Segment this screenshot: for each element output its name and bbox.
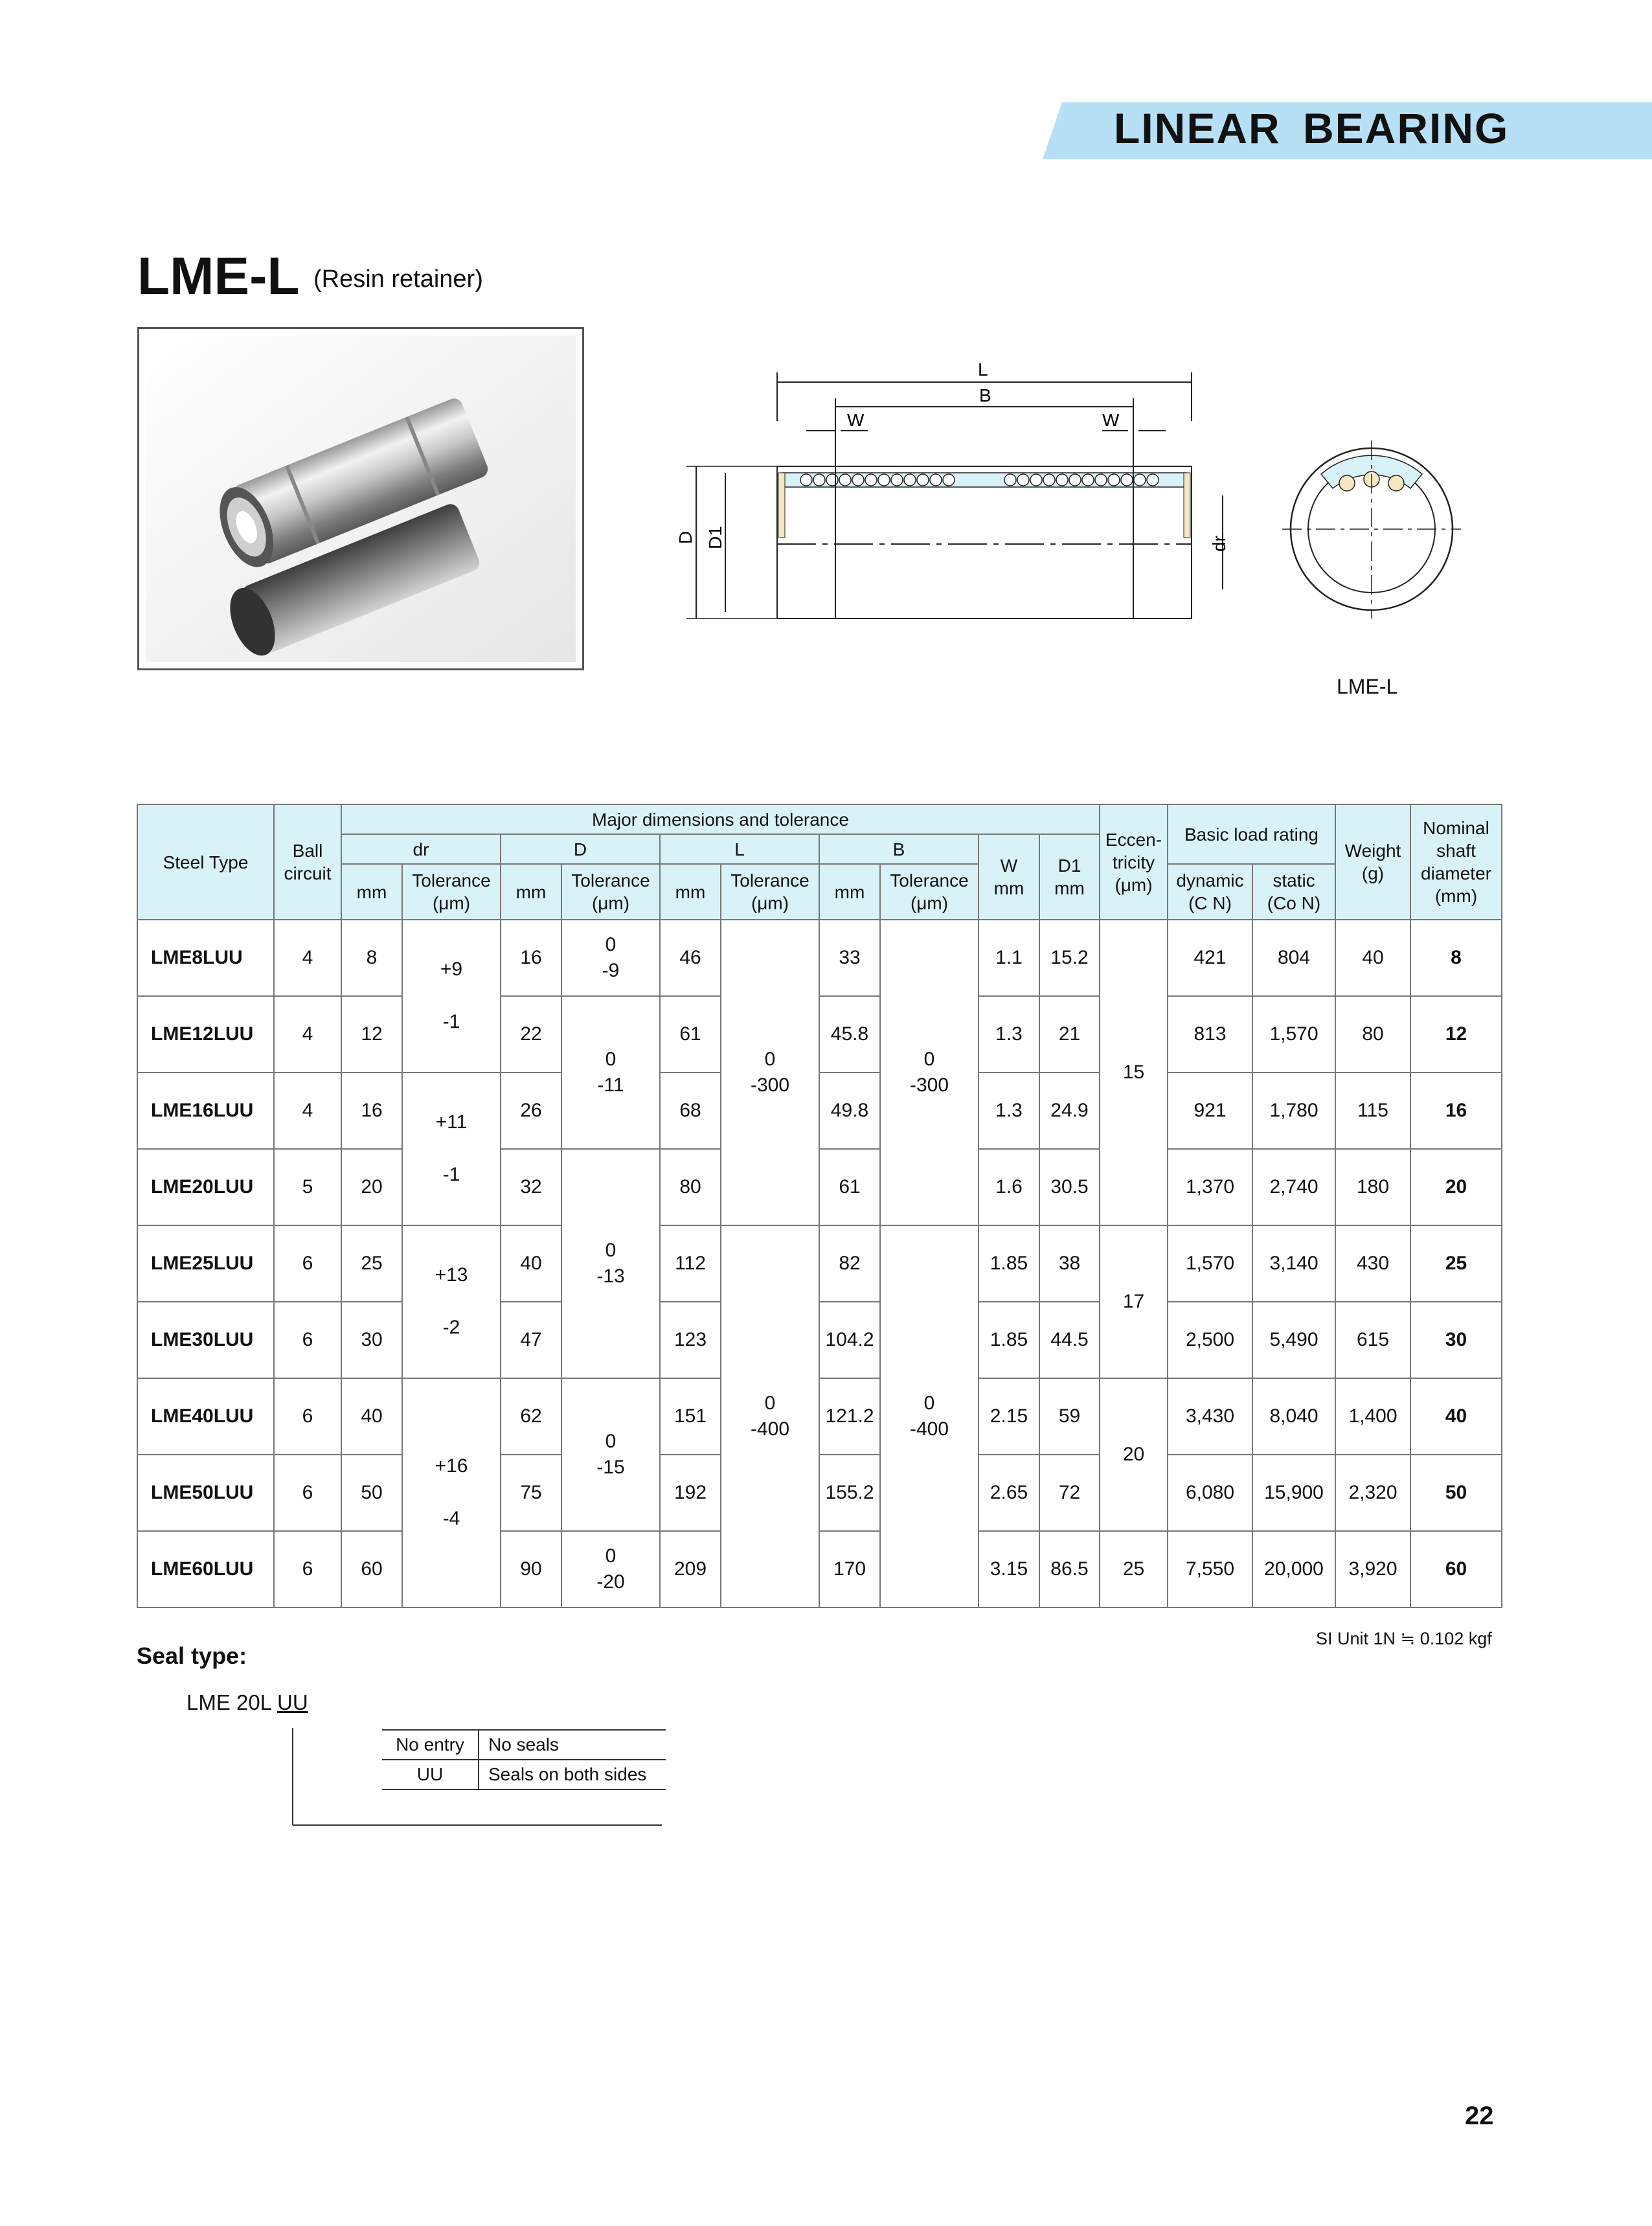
cell-L: 192 <box>660 1455 721 1531</box>
section-title: LINEAR BEARING <box>1114 104 1510 152</box>
cell-D-tol: 0 -13 <box>561 1149 660 1378</box>
table-row <box>137 920 1502 996</box>
cell-weight: 3,920 <box>1335 1531 1410 1607</box>
cell-W: 2.65 <box>979 1455 1039 1531</box>
cell-shaft: 16 <box>1410 1073 1502 1149</box>
cell-stat: 8,040 <box>1252 1378 1335 1455</box>
header-D: D <box>501 834 660 864</box>
table-row <box>137 1302 1502 1378</box>
table-row <box>137 1455 1502 1531</box>
seal-option-desc: No seals <box>479 1730 666 1760</box>
cell-type: LME60LUU <box>137 1531 274 1607</box>
cell-weight: 180 <box>1335 1149 1410 1225</box>
cell-W: 3.15 <box>979 1531 1039 1607</box>
table-row <box>137 1149 1502 1225</box>
cell-dyn: 813 <box>1168 996 1252 1073</box>
cell-type: LME8LUU <box>137 920 274 996</box>
cell-L: 80 <box>660 1149 721 1225</box>
cell-D1: 44.5 <box>1039 1302 1100 1378</box>
cell-D: 90 <box>501 1531 561 1607</box>
cell-type: LME30LUU <box>137 1302 274 1378</box>
cell-D1: 38 <box>1039 1225 1100 1302</box>
cell-ball: 4 <box>274 920 341 996</box>
header-B-tol: Tolerance (μm) <box>880 864 979 920</box>
cell-weight: 1,400 <box>1335 1378 1410 1455</box>
cell-B: 121.2 <box>819 1378 880 1455</box>
cell-B: 170 <box>819 1531 880 1607</box>
header-D1: D1 mm <box>1039 834 1100 920</box>
cell-stat: 1,780 <box>1252 1073 1335 1149</box>
header-D-mm: mm <box>501 864 561 920</box>
cell-ecc: 15 <box>1100 920 1168 1225</box>
cell-shaft: 20 <box>1410 1149 1502 1225</box>
cell-B: 45.8 <box>819 996 880 1073</box>
cell-dyn: 7,550 <box>1168 1531 1252 1607</box>
cell-B: 33 <box>819 920 880 996</box>
cell-ball: 4 <box>274 996 341 1073</box>
cell-D: 62 <box>501 1378 561 1455</box>
cell-dyn: 1,370 <box>1168 1149 1252 1225</box>
cell-dr: 20 <box>341 1149 402 1225</box>
cell-stat: 5,490 <box>1252 1302 1335 1378</box>
seal-options-table <box>382 1729 666 1790</box>
seal-model-code: LME 20L UU <box>187 1690 308 1714</box>
cell-shaft: 50 <box>1410 1455 1502 1531</box>
header-dynamic: dynamic (C N) <box>1168 864 1252 920</box>
header-static: static (Co N) <box>1252 864 1335 920</box>
header-dr-tol: Tolerance (μm) <box>402 864 501 920</box>
dim-dr-label: dr <box>1209 536 1229 552</box>
cell-stat: 3,140 <box>1252 1225 1335 1302</box>
cell-D1: 86.5 <box>1039 1531 1100 1607</box>
dim-L-label: L <box>978 359 988 380</box>
table-row <box>137 996 1502 1073</box>
cell-type: LME12LUU <box>137 996 274 1073</box>
header-ball-circuit: Ball circuit <box>274 804 341 920</box>
cell-dr: 16 <box>341 1073 402 1149</box>
cell-B: 104.2 <box>819 1302 880 1378</box>
cell-shaft: 8 <box>1410 920 1502 996</box>
cell-shaft: 40 <box>1410 1378 1502 1455</box>
header-D-tol: Tolerance (μm) <box>561 864 660 920</box>
cell-dr: 60 <box>341 1531 402 1607</box>
cell-D: 32 <box>501 1149 561 1225</box>
cell-ball: 5 <box>274 1149 341 1225</box>
cell-B-tol: 0 -300 <box>880 920 979 1225</box>
cell-D1: 30.5 <box>1039 1149 1100 1225</box>
header-B-mm: mm <box>819 864 880 920</box>
si-unit-note: SI Unit 1N ≒ 0.102 kgf <box>1316 1629 1492 1648</box>
seal-option-code: No entry <box>382 1730 479 1760</box>
page-number: 22 <box>1465 2102 1494 2130</box>
cell-dyn: 2,500 <box>1168 1302 1252 1378</box>
cell-D: 22 <box>501 996 561 1073</box>
cell-dr-tol: +9 -1 <box>402 920 501 1073</box>
cell-dr-tol: +13 -2 <box>402 1225 501 1378</box>
header-steel-type: Steel Type <box>137 804 274 920</box>
cell-D1: 15.2 <box>1039 920 1100 996</box>
cell-type: LME16LUU <box>137 1073 274 1149</box>
table-row <box>137 1225 1502 1302</box>
product-subtitle: (Resin retainer) <box>313 266 483 293</box>
table-row <box>137 1531 1502 1607</box>
cell-L: 209 <box>660 1531 721 1607</box>
cell-D: 16 <box>501 920 561 996</box>
cell-stat: 804 <box>1252 920 1335 996</box>
cell-weight: 115 <box>1335 1073 1410 1149</box>
cell-D: 40 <box>501 1225 561 1302</box>
cell-stat: 1,570 <box>1252 996 1335 1073</box>
cell-dyn: 921 <box>1168 1073 1252 1149</box>
header-W: W mm <box>979 834 1039 920</box>
cell-shaft: 60 <box>1410 1531 1502 1607</box>
cell-dr: 25 <box>341 1225 402 1302</box>
cell-B: 82 <box>819 1225 880 1302</box>
table-row <box>137 1073 1502 1149</box>
dim-W-right-label: W <box>1102 410 1120 430</box>
cell-dr: 30 <box>341 1302 402 1378</box>
cell-ecc: 25 <box>1100 1531 1168 1607</box>
spec-table <box>137 804 1502 1608</box>
cell-dr: 8 <box>341 920 402 996</box>
cell-ball: 6 <box>274 1302 341 1378</box>
header-B: B <box>819 834 979 864</box>
cell-shaft: 12 <box>1410 996 1502 1073</box>
cell-type: LME50LUU <box>137 1455 274 1531</box>
header-shaft: Nominal shaft diameter (mm) <box>1410 804 1502 920</box>
cell-D-tol: 0 -11 <box>561 996 660 1149</box>
cell-ball: 4 <box>274 1073 341 1149</box>
cell-dr: 12 <box>341 996 402 1073</box>
header-weight: Weight (g) <box>1335 804 1410 920</box>
cell-weight: 615 <box>1335 1302 1410 1378</box>
cell-type: LME20LUU <box>137 1149 274 1225</box>
cell-L: 112 <box>660 1225 721 1302</box>
cell-D1: 21 <box>1039 996 1100 1073</box>
drawing-caption: LME-L <box>1337 675 1398 698</box>
cell-D: 47 <box>501 1302 561 1378</box>
product-photo <box>137 327 584 670</box>
cell-shaft: 25 <box>1410 1225 1502 1302</box>
cell-D-tol: 0 -15 <box>561 1378 660 1531</box>
cell-B: 49.8 <box>819 1073 880 1149</box>
header-dr-mm: mm <box>341 864 402 920</box>
cell-ecc: 20 <box>1100 1378 1168 1531</box>
cell-B: 61 <box>819 1149 880 1225</box>
cell-W: 1.85 <box>979 1225 1039 1302</box>
cell-dyn: 3,430 <box>1168 1378 1252 1455</box>
cell-weight: 2,320 <box>1335 1455 1410 1531</box>
cell-L: 68 <box>660 1073 721 1149</box>
cell-dyn: 1,570 <box>1168 1225 1252 1302</box>
cell-type: LME40LUU <box>137 1378 274 1455</box>
cell-W: 1.3 <box>979 1073 1039 1149</box>
cell-ecc: 17 <box>1100 1225 1168 1378</box>
header-major: Major dimensions and tolerance <box>341 804 1100 834</box>
cell-weight: 40 <box>1335 920 1410 996</box>
cell-B-tol: 0 -400 <box>880 1225 979 1607</box>
seal-option-row <box>382 1760 666 1789</box>
dim-B-label: B <box>979 385 991 405</box>
cell-ball: 6 <box>274 1455 341 1531</box>
cell-dyn: 6,080 <box>1168 1455 1252 1531</box>
cell-W: 1.85 <box>979 1302 1039 1378</box>
cell-L: 61 <box>660 996 721 1073</box>
cell-D1: 72 <box>1039 1455 1100 1531</box>
seal-option-code: UU <box>382 1760 479 1789</box>
cell-ball: 6 <box>274 1531 341 1607</box>
cell-L: 46 <box>660 920 721 996</box>
product-title: LME-L <box>137 247 300 306</box>
cell-D-tol: 0 -20 <box>561 1531 660 1607</box>
header-eccentricity: Eccen- tricity (μm) <box>1100 804 1168 920</box>
cell-weight: 430 <box>1335 1225 1410 1302</box>
cell-B: 155.2 <box>819 1455 880 1531</box>
header-L-mm: mm <box>660 864 721 920</box>
cell-L-tol: 0 -400 <box>721 1225 819 1607</box>
cell-dr-tol: +16 -4 <box>402 1378 501 1607</box>
cell-D: 75 <box>501 1455 561 1531</box>
table-row <box>137 1378 1502 1455</box>
technical-drawing <box>667 350 1496 664</box>
cell-D1: 59 <box>1039 1378 1100 1455</box>
cell-type: LME25LUU <box>137 1225 274 1302</box>
cell-D1: 24.9 <box>1039 1073 1100 1149</box>
cell-W: 1.1 <box>979 920 1039 996</box>
cell-L-tol: 0 -300 <box>721 920 819 1225</box>
cell-L: 151 <box>660 1378 721 1455</box>
cell-D: 26 <box>501 1073 561 1149</box>
seal-option-desc: Seals on both sides <box>479 1760 666 1789</box>
cell-W: 1.3 <box>979 996 1039 1073</box>
dim-D-label: D <box>675 530 696 544</box>
header-L-tol: Tolerance (μm) <box>721 864 819 920</box>
cell-D-tol: 0 -9 <box>561 920 660 996</box>
cell-dr: 50 <box>341 1455 402 1531</box>
cell-dr: 40 <box>341 1378 402 1455</box>
cell-dr-tol: +11 -1 <box>402 1073 501 1225</box>
cell-stat: 2,740 <box>1252 1149 1335 1225</box>
cell-stat: 15,900 <box>1252 1455 1335 1531</box>
cell-dyn: 421 <box>1168 920 1252 996</box>
cell-ball: 6 <box>274 1225 341 1302</box>
cell-weight: 80 <box>1335 996 1410 1073</box>
dim-W-left-label: W <box>847 410 865 430</box>
cell-L: 123 <box>660 1302 721 1378</box>
cell-stat: 20,000 <box>1252 1531 1335 1607</box>
cell-shaft: 30 <box>1410 1302 1502 1378</box>
cell-W: 2.15 <box>979 1378 1039 1455</box>
header-basic-load: Basic load rating <box>1168 804 1335 864</box>
seal-type-title: Seal type: <box>137 1642 247 1669</box>
cell-W: 1.6 <box>979 1149 1039 1225</box>
seal-option-row <box>382 1730 666 1760</box>
cell-ball: 6 <box>274 1378 341 1455</box>
header-dr: dr <box>341 834 501 864</box>
header-L: L <box>660 834 819 864</box>
dim-D1-label: D1 <box>705 526 725 549</box>
